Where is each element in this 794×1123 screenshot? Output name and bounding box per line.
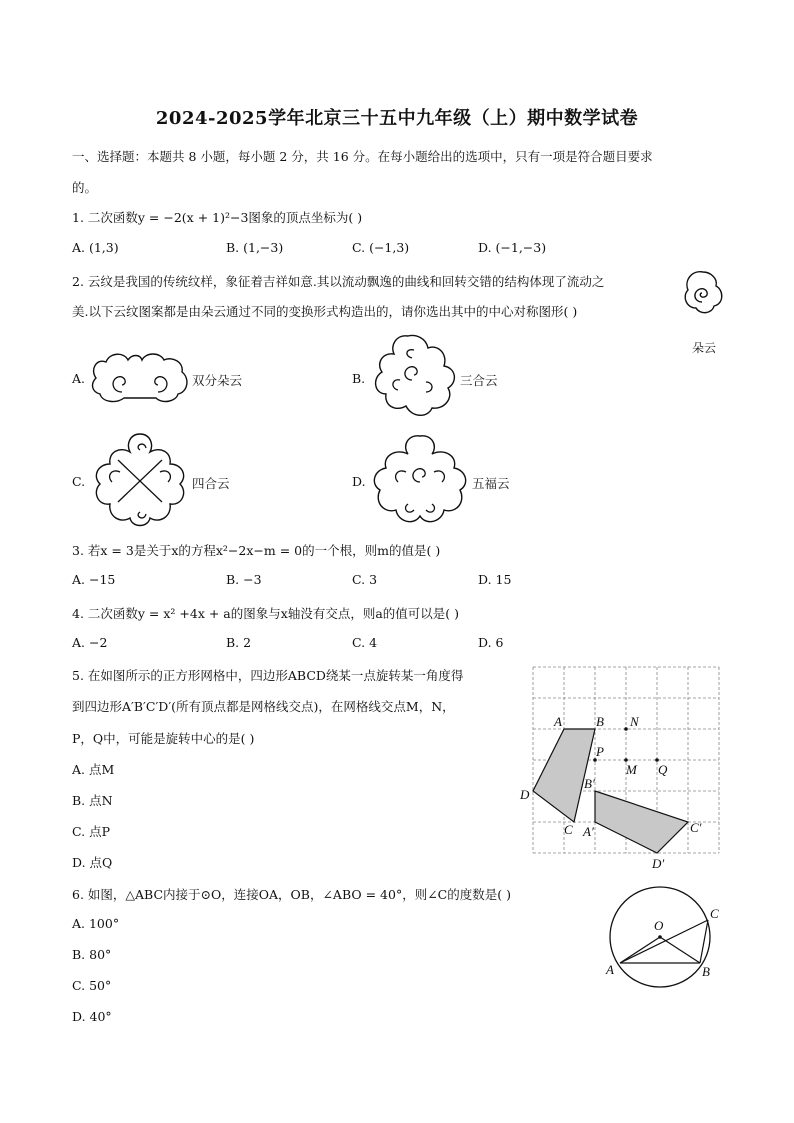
q5-option-a[interactable]: A. 点M — [72, 762, 115, 777]
double-cloud-figure — [88, 348, 192, 406]
q6-option-d[interactable]: D. 40° — [72, 1009, 112, 1024]
single-cloud-caption: 朵云 — [692, 341, 717, 355]
q2-option-c-name: 四合云 — [192, 476, 230, 491]
label-q: Q — [658, 762, 668, 777]
question-5-stem-cont2: P，Q中，可能是旋转中心的是( ) — [72, 731, 255, 746]
label-d-prime: D′ — [652, 856, 665, 871]
question-5-stem-cont: 到四边形A′B′C′D′(所有顶点都是网格线交点)，在网格线交点M，N， — [72, 699, 455, 714]
label-a6: A — [606, 962, 614, 977]
q2-option-a-letter[interactable]: A. — [72, 371, 86, 386]
q2-option-c-letter[interactable]: C. — [72, 474, 86, 489]
label-n: N — [630, 714, 639, 729]
point-n — [624, 727, 628, 731]
label-b: B — [596, 714, 604, 729]
q1-option-c[interactable]: C. (−1,3) — [352, 240, 410, 255]
label-c: C — [564, 822, 573, 837]
q2-option-b-letter[interactable]: B. — [352, 371, 366, 386]
q3-option-b[interactable]: B. −3 — [226, 572, 262, 587]
rotation-grid-figure — [520, 664, 722, 871]
q1-option-d[interactable]: D. (−1,−3) — [478, 240, 547, 255]
triple-cloud-figure — [368, 332, 458, 424]
q5-option-c[interactable]: C. 点P — [72, 824, 110, 839]
page-title: 2024-2025学年北京三十五中九年级（上）期中数学试卷 — [155, 108, 639, 129]
q2-option-d-letter[interactable]: D. — [352, 474, 366, 489]
label-p: P — [596, 744, 604, 759]
q1-option-b[interactable]: B. (1,−3) — [226, 240, 284, 255]
q6-option-c[interactable]: C. 50° — [72, 978, 112, 993]
five-cloud-figure — [368, 432, 472, 528]
label-c6: C — [710, 906, 719, 921]
question-2-stem-cont: 美.以下云纹图案都是由朵云通过不同的变换形式构造出的，请你选出其中的中心对称图形( ) — [72, 304, 578, 319]
label-m: M — [626, 762, 637, 777]
question-4-stem: 4. 二次函数y = x² +4x + a的图象与x轴没有交点，则a的值可以是( ) — [72, 606, 459, 621]
q3-option-c[interactable]: C. 3 — [352, 572, 378, 587]
q3-option-d[interactable]: D. 15 — [478, 572, 512, 587]
section-heading: 一、选择题：本题共 8 小题，每小题 2 分，共 16 分。在每小题给出的选项中，只有一项是符合题目要求 — [72, 149, 653, 164]
label-o: O — [654, 918, 664, 933]
label-c-prime: C′ — [690, 820, 702, 835]
q4-option-a[interactable]: A. −2 — [72, 635, 108, 650]
inscribed-triangle-figure — [600, 880, 730, 990]
section-heading-cont: 的。 — [72, 180, 98, 195]
q5-option-d[interactable]: D. 点Q — [72, 855, 113, 870]
question-5-stem: 5. 在如图所示的正方形网格中，四边形ABCD绕某一点旋转某一角度得 — [72, 668, 464, 683]
question-6-stem: 6. 如图，△ABC内接于⊙O，连接OA，OB，∠ABO = 40°，则∠C的度数是( ) — [72, 887, 511, 902]
label-d: D — [520, 787, 530, 802]
single-cloud-figure — [680, 268, 726, 318]
quad-a1b1c1d1 — [595, 791, 688, 853]
quad-cloud-figure — [88, 430, 192, 530]
q4-option-c[interactable]: C. 4 — [352, 635, 378, 650]
question-3-stem: 3. 若x = 3是关于x的方程x²−2x−m = 0的一个根，则m的值是( ) — [72, 543, 441, 558]
question-1-stem: 1. 二次函数y = −2(x + 1)²−3图象的顶点坐标为( ) — [72, 210, 363, 225]
label-a-prime: A′ — [583, 824, 594, 839]
q3-option-a[interactable]: A. −15 — [72, 572, 116, 587]
q5-option-b[interactable]: B. 点N — [72, 793, 113, 808]
label-a: A — [554, 714, 562, 729]
q4-option-d[interactable]: D. 6 — [478, 635, 504, 650]
label-b-prime: B′ — [584, 776, 595, 791]
q6-option-a[interactable]: A. 100° — [72, 916, 120, 931]
center-o — [658, 935, 662, 939]
q1-option-a[interactable]: A. (1,3) — [72, 240, 119, 255]
question-2-stem: 2. 云纹是我国的传统纹样，象征着吉祥如意.其以流动飘逸的曲线和回转交错的结构体现了流动之 — [72, 274, 605, 289]
q2-option-b-name: 三合云 — [460, 373, 498, 388]
q4-option-b[interactable]: B. 2 — [226, 635, 252, 650]
label-b6: B — [702, 964, 710, 979]
q2-option-d-name: 五福云 — [472, 476, 510, 491]
q6-option-b[interactable]: B. 80° — [72, 947, 112, 962]
q2-option-a-name: 双分朵云 — [192, 373, 243, 388]
